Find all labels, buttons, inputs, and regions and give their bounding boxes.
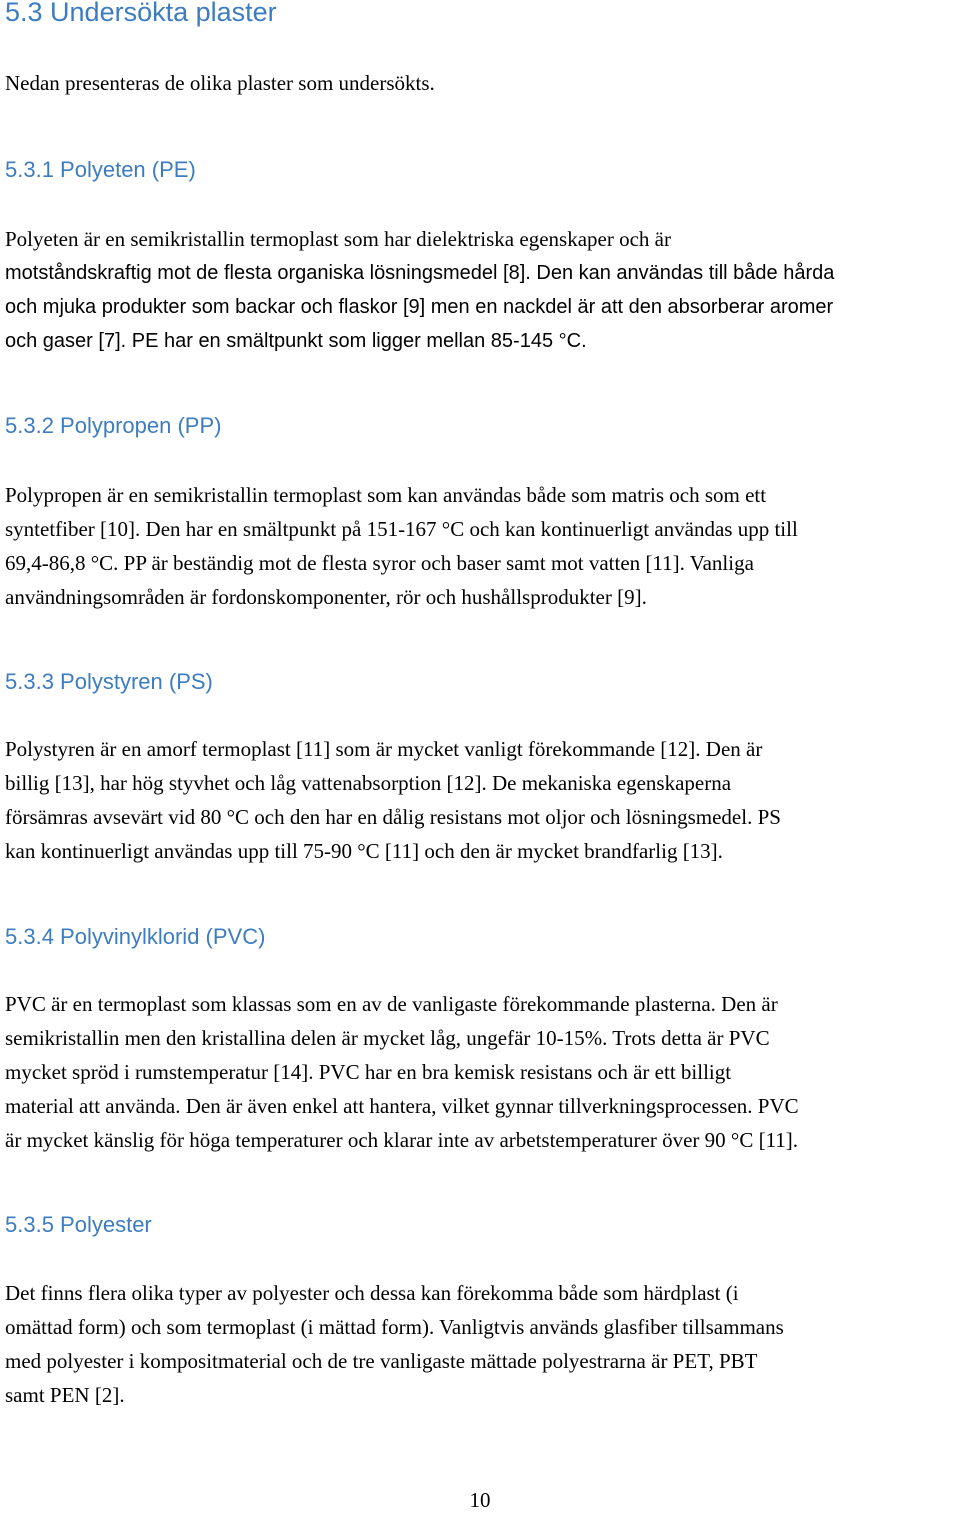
subsection-title-ps: 5.3.3 Polystyren (PS) (5, 669, 213, 694)
paragraph-line: semikristallin men den kristallina delen är mycket låg, ungefär 10-15%. Trots detta är PVC (5, 1026, 770, 1050)
paragraph-line: Polyeten är en semikristallin termoplast som har dielektriska egenskaper och är (5, 227, 671, 251)
paragraph-line: Det finns flera olika typer av polyester och dessa kan förekomma både som härdplast (i (5, 1281, 739, 1305)
paragraph-line: och mjuka produkter som backar och flaskor [9] men en nackdel är att den absorberar aromer (5, 296, 834, 318)
paragraph-line: PVC är en termoplast som klassas som en av de vanligaste förekommande plasterna. Den är (5, 992, 778, 1016)
paragraph-line: Nedan presenteras de olika plaster som undersökts. (5, 71, 435, 95)
paragraph-line: med polyester i kompositmaterial och de tre vanligaste mättade polyestrarna är PET, PBT (5, 1349, 758, 1373)
paragraph-line: kan kontinuerligt användas upp till 75-90 °C [11] och den är mycket brandfarlig [13]. (5, 839, 723, 863)
paragraph-line: användningsområden är fordonskomponenter, rör och hushållsprodukter [9]. (5, 585, 647, 609)
paragraph-line: försämras avsevärt vid 80 °C och den har en dålig resistans mot oljor och lösningsmedel. PS (5, 805, 781, 829)
paragraph-line: syntetfiber [10]. Den har en smältpunkt på 151-167 °C och kan kontinuerligt användas upp till (5, 517, 798, 541)
page-number: 10 (469, 1488, 491, 1512)
paragraph-line: är mycket känslig för höga temperaturer och klarar inte av arbetstemperaturer över 90 °C [11]. (5, 1128, 799, 1152)
paragraph-line: mycket spröd i rumstemperatur [14]. PVC har en bra kemisk resistans och är ett billigt (5, 1060, 732, 1084)
paragraph-line: billig [13], har hög styvhet och låg vattenabsorption [12]. De mekaniska egenskaperna (5, 771, 732, 795)
paragraph-line: motståndskraftig mot de flesta organiska lösningsmedel [8]. Den kan användas till både hårda (5, 262, 835, 284)
paragraph-line: och gaser [7]. PE har en smältpunkt som ligger mellan 85-145 °C. (5, 330, 587, 352)
paragraph-line: Polystyren är en amorf termoplast [11] som är mycket vanligt förekommande [12]. Den är (5, 737, 763, 761)
paragraph-line: Polypropen är en semikristallin termoplast som kan användas både som matris och som ett (5, 483, 767, 507)
paragraph-line: omättad form) och som termoplast (i mättad form). Vanligtvis används glasfiber tillsammans (5, 1315, 784, 1339)
paragraph-line: samt PEN [2]. (5, 1383, 125, 1407)
subsection-title-pvc: 5.3.4 Polyvinylklorid (PVC) (5, 924, 266, 949)
paragraph-line: 69,4-86,8 °C. PP är beständig mot de flesta syror och baser samt mot vatten [11]. Vanliga (5, 551, 754, 575)
paragraph-line: material att använda. Den är även enkel att hantera, vilket gynnar tillverkningsprocessen. PVC (5, 1094, 799, 1118)
section-title: 5.3 Undersökta plaster (5, 0, 277, 27)
subsection-title-polyester: 5.3.5 Polyester (5, 1212, 152, 1237)
subsection-title-pe: 5.3.1 Polyeten (PE) (5, 157, 196, 182)
subsection-title-pp: 5.3.2 Polypropen (PP) (5, 413, 222, 438)
